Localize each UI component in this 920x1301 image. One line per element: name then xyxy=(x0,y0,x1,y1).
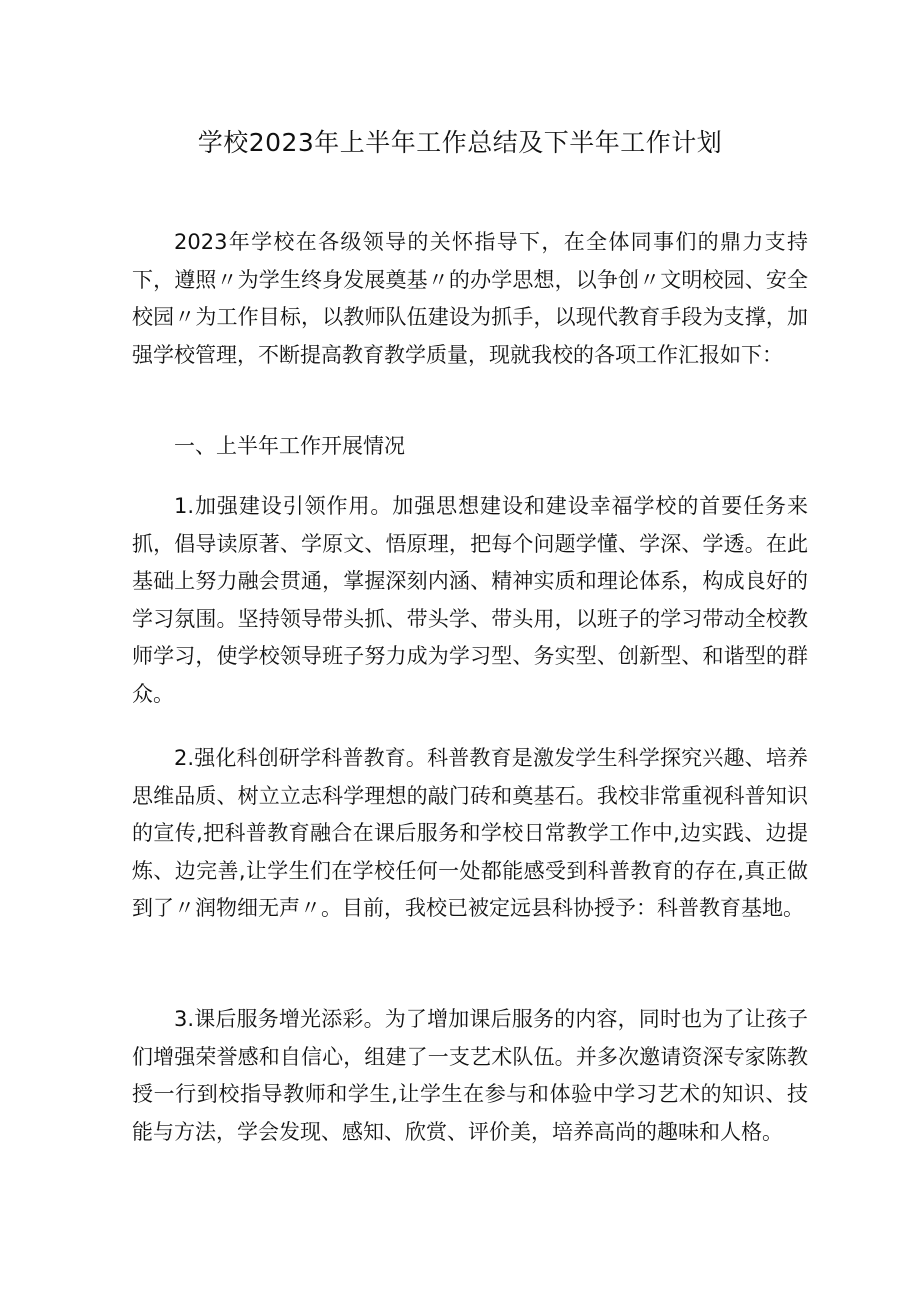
work-item-paragraph: 1.加强建设引领作用。加强思想建设和建设幸福学校的首要任务来抓，倡导读原著、学原文、悟原理，把每个问题学懂、学深、学透。在此基础上努力融会贯通，掌握深刻内涵、精神实质和理论体系，构成良好的学习氛围。坚持领导带头抓、带头学、带头用，以班子的学习带动全校教师学习，使学校领导班子努力成为学习型、务实型、创新型、和谐型的群众。 xyxy=(132,494,808,706)
work-item-paragraph: 2.强化科创研学科普教育。科普教育是激发学生科学探究兴趣、培养思维品质、树立立志科学理想的敲门砖和奠基石。我校非常重视科普知识的宣传,把科普教育融合在课后服务和学校日常教学工作中,边实践、边提炼、边完善,让学生们在学校任何一处都能感受到科普教育的存在,真正做到了〃润物细无声〃。目前，我校已被定远县科协授予：科普教育基地。 xyxy=(132,746,808,920)
work-item-paragraph: 3.课后服务增光添彩。为了增加课后服务的内容，同时也为了让孩子们增强荣誉感和自信心，组建了一支艺术队伍。并多次邀请资深专家陈教授一行到校指导教师和学生,让学生在参与和体验中学习艺术的知识、技能与方法，学会发现、感知、欣赏、评价美，培养高尚的趣味和人格。 xyxy=(132,1007,808,1144)
intro-paragraph: 2023年学校在各级领导的关怀指导下，在全体同事们的鼎力支持下，遵照〃为学生终身发展奠基〃的办学思想，以争创〃文明校园、安全校园〃为工作目标，以教师队伍建设为抓手，以现代教育手段为支撑，加强学校管理，不断提高教育教学质量，现就我校的各项工作汇报如下： xyxy=(132,230,808,367)
document-title: 学校2023年上半年工作总结及下半年工作计划 xyxy=(197,128,723,157)
section-heading: 一、上半年工作开展情况 xyxy=(174,434,405,458)
